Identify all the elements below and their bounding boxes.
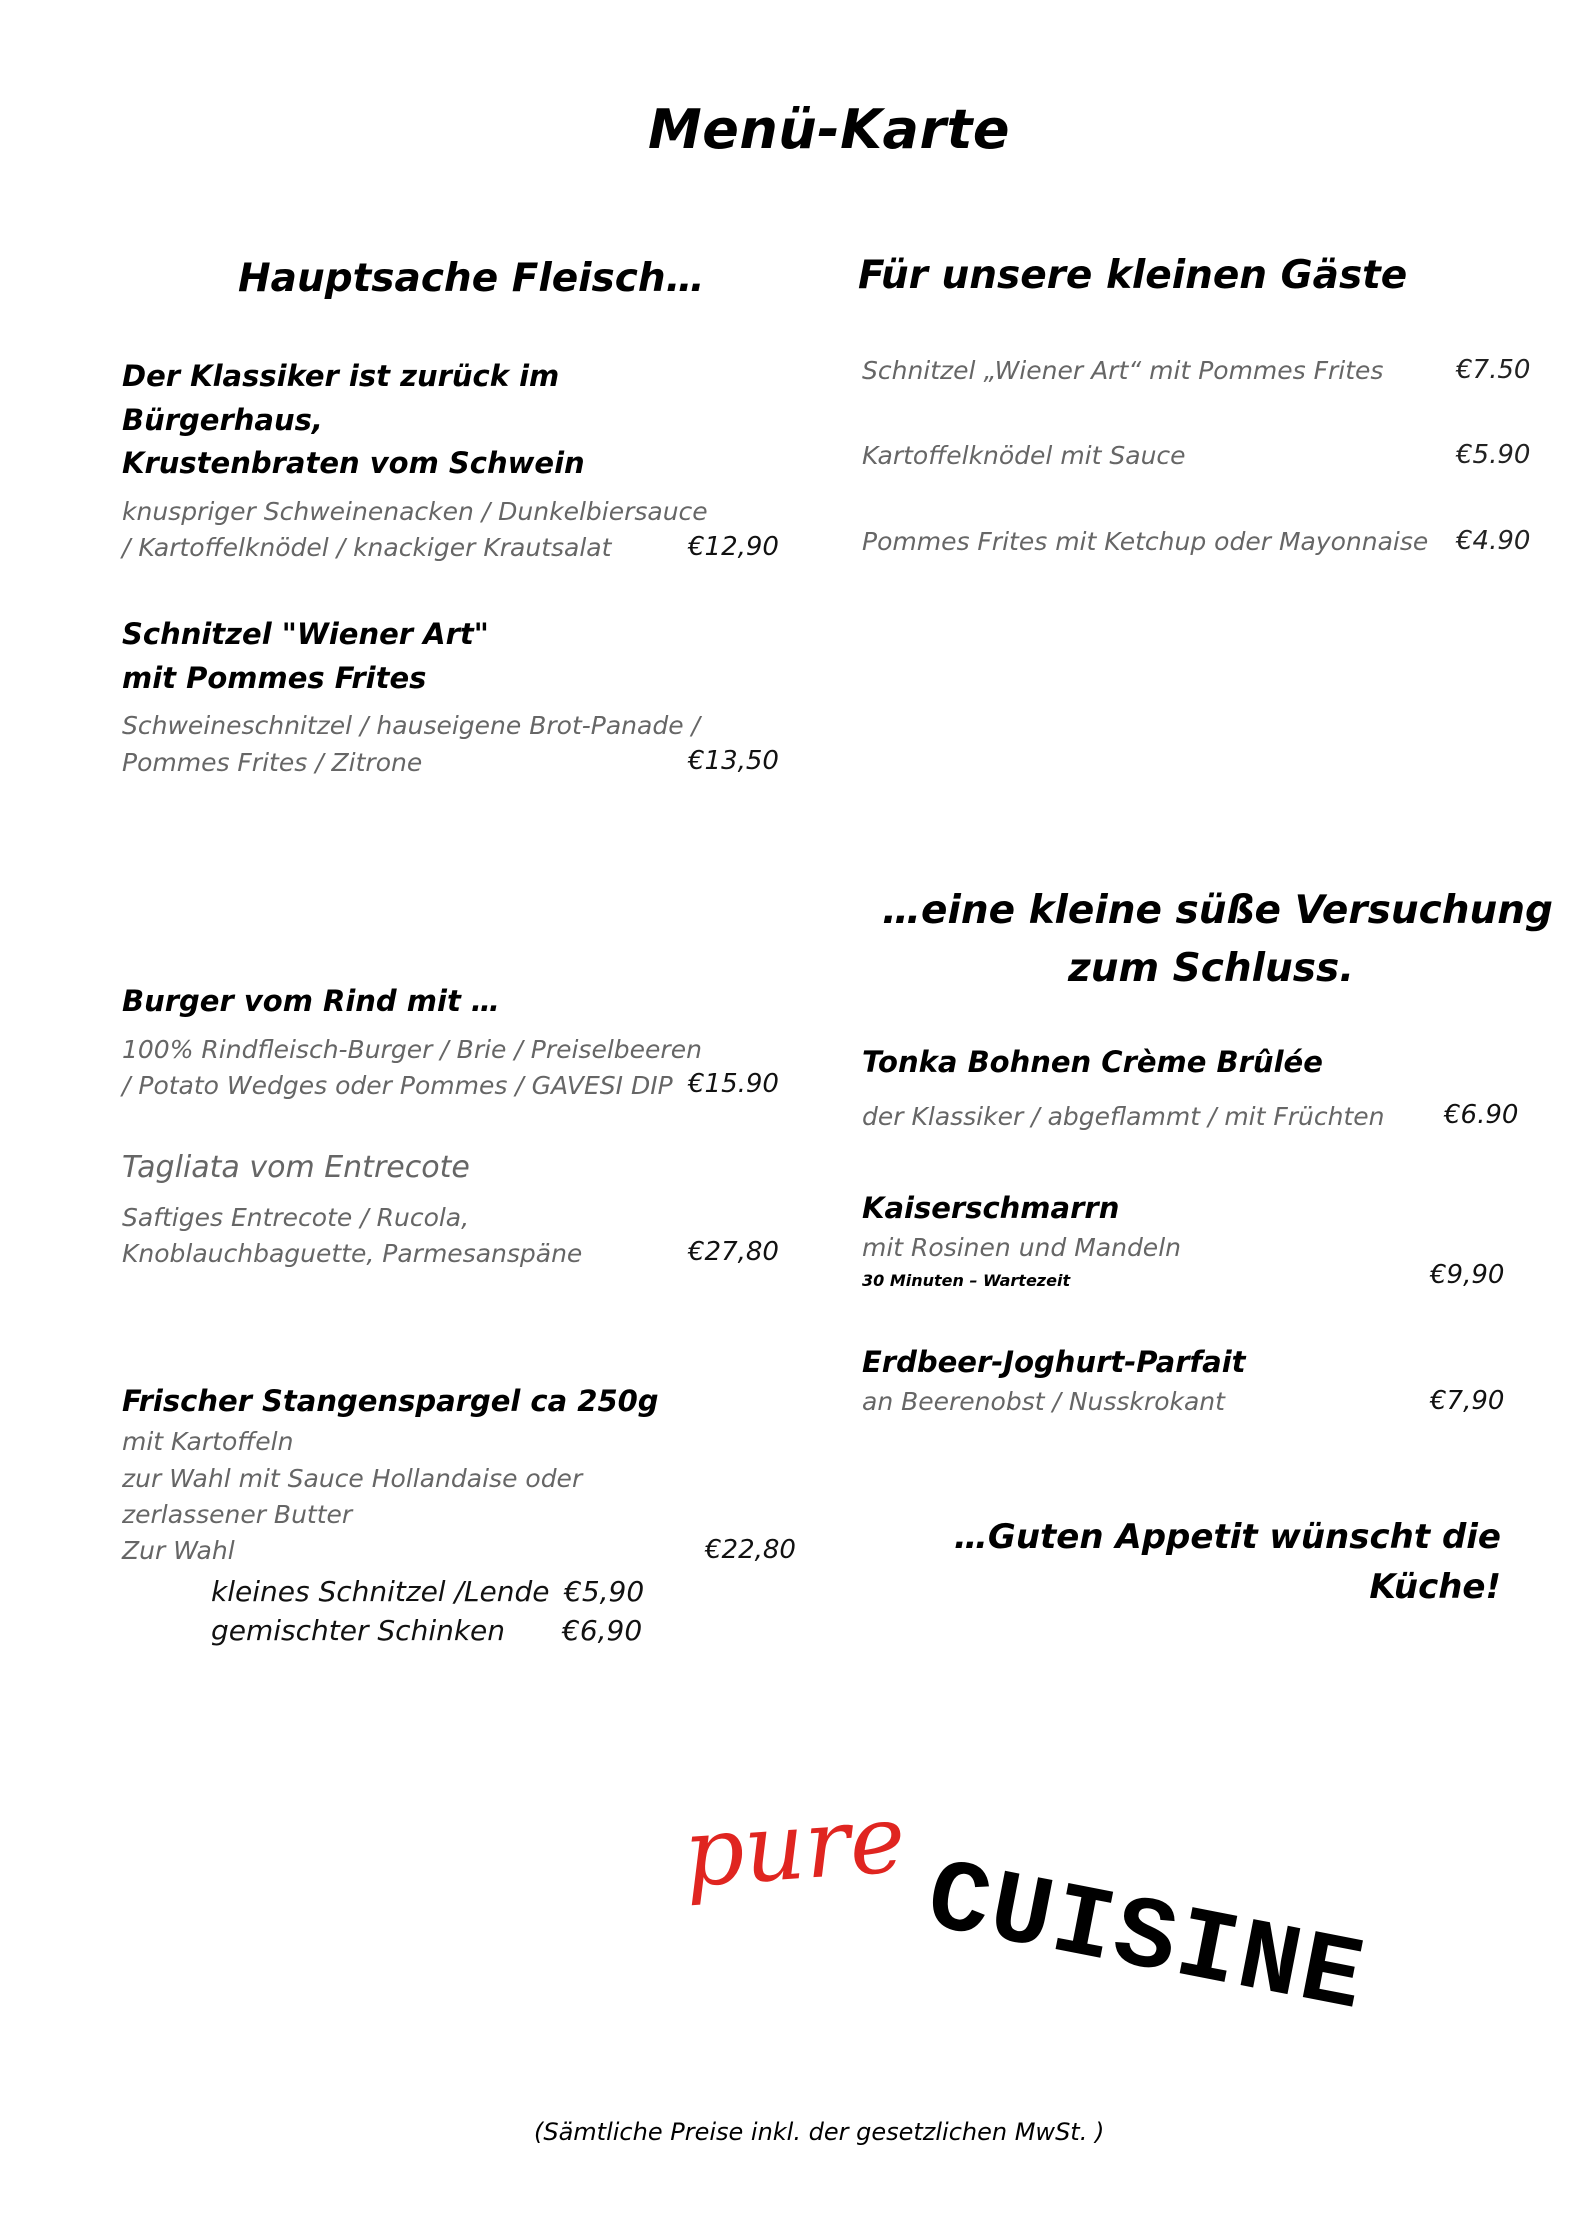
dessert-name: Erdbeer-Joghurt-Parfait (862, 1345, 1246, 1379)
dish-description-line: Pommes Frites / Zitrone (122, 748, 423, 777)
kids-item-name: Schnitzel „Wiener Art“ mit Pommes Frites (862, 356, 1384, 385)
dish-description-line: / Kartoffelknödel / knackiger Krautsalat (122, 533, 612, 562)
logo-cuisine: CUISINE (917, 1840, 1375, 2039)
dessert-price: €9,90 (1430, 1260, 1505, 1290)
dish-price: €12,90 (688, 532, 779, 562)
extra-option-price: €5,90 (564, 1575, 645, 1608)
dish-price: €15.90 (688, 1069, 779, 1099)
section-heading-desserts: zum Schluss. (1068, 946, 1355, 991)
dish-description-line: zur Wahl mit Sauce Hollandaise oder (122, 1464, 583, 1493)
page-title: Menü-Karte (648, 98, 1011, 161)
dessert-note: 30 Minuten – Wartezeit (862, 1271, 1071, 1290)
kids-item-price: €5.90 (1456, 440, 1531, 470)
dish-description-line: / Potato Wedges oder Pommes / GAVESI DIP (122, 1071, 673, 1100)
dessert-description: an Beerenobst / Nusskrokant (862, 1387, 1225, 1416)
dish-description-line: Knoblauchbaguette, Parmesanspäne (122, 1239, 583, 1268)
dish-description-line: 100% Rindfleisch-Burger / Brie / Preiselbeeren (122, 1035, 702, 1064)
dish-name-line: Bürgerhaus, (122, 403, 323, 437)
dessert-price: €7,90 (1430, 1386, 1505, 1416)
dish-description-line: Saftiges Entrecote / Rucola, (122, 1203, 470, 1232)
dish-name: Frischer Stangenspargel ca 250g (122, 1384, 659, 1418)
kids-item-name: Pommes Frites mit Ketchup oder Mayonnaise (862, 527, 1429, 556)
dessert-name: Kaiserschmarrn (862, 1191, 1120, 1225)
dish-name: Burger vom Rind mit … (122, 984, 500, 1018)
kids-item-name: Kartoffelknödel mit Sauce (862, 441, 1186, 470)
dish-description-line: mit Kartoffeln (122, 1427, 294, 1456)
closing-line: …Guten Appetit wünscht die (953, 1517, 1501, 1557)
logo-pure: pure (680, 1784, 909, 1909)
closing-line: Küche! (1369, 1567, 1501, 1607)
extra-option-label: kleines Schnitzel /Lende (211, 1575, 550, 1608)
extra-option-label: gemischter Schinken (211, 1614, 506, 1647)
kids-item-price: €4.90 (1456, 526, 1531, 556)
section-heading-desserts: …eine kleine süße Versuchung (882, 888, 1553, 933)
dessert-name: Tonka Bohnen Crème Brûlée (862, 1045, 1323, 1079)
dish-price: €22,80 (705, 1535, 796, 1565)
dish-name: Tagliata vom Entrecote (122, 1150, 470, 1185)
dish-description-line: knuspriger Schweinenacken / Dunkelbiersauce (122, 497, 708, 526)
section-heading-meat: Hauptsache Fleisch… (238, 256, 705, 301)
kids-item-price: €7.50 (1456, 355, 1531, 385)
dessert-price: €6.90 (1444, 1100, 1519, 1130)
dish-description-line: Schweineschnitzel / hauseigene Brot-Panade / (122, 711, 700, 740)
dish-name-line: Der Klassiker ist zurück im (122, 359, 560, 393)
dish-description-line: Zur Wahl (122, 1536, 235, 1565)
dish-description-line: zerlassener Butter (122, 1500, 353, 1529)
dish-price: €13,50 (688, 746, 779, 776)
section-heading-kids: Für unsere kleinen Gäste (858, 253, 1408, 298)
vat-footnote: (Sämtliche Preise inkl. der gesetzlichen MwSt. ) (534, 2118, 1105, 2146)
extra-option-price: €6,90 (562, 1614, 643, 1647)
dish-name-line: Krustenbraten vom Schwein (122, 446, 585, 480)
dessert-description: der Klassiker / abgeflammt / mit Früchten (862, 1102, 1385, 1131)
dish-name-line: mit Pommes Frites (122, 661, 427, 695)
dessert-description: mit Rosinen und Mandeln (862, 1233, 1181, 1262)
dish-price: €27,80 (688, 1237, 779, 1267)
dish-name-line: Schnitzel "Wiener Art" (122, 617, 489, 651)
